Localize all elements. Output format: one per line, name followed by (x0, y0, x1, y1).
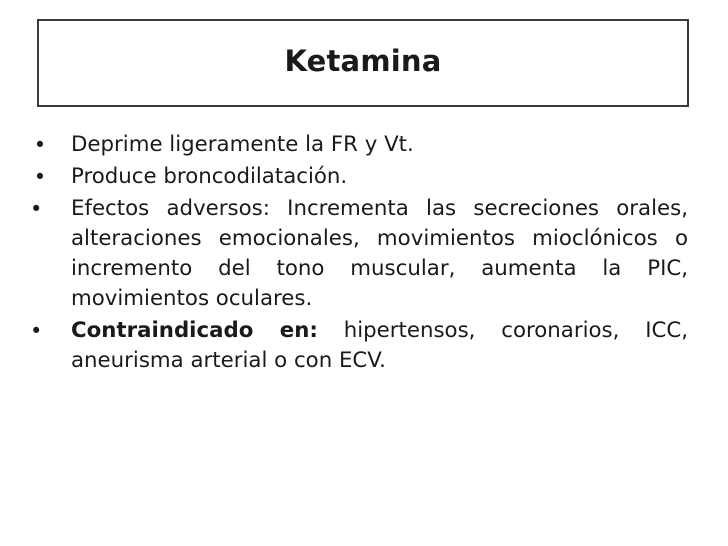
bullet-icon: • (33, 165, 47, 189)
bullet-text: hipertensos, coronarios, ICC, aneurisma arterial o con ECV. (71, 318, 688, 373)
bullet-item-bronchodilation (30, 162, 688, 192)
bullet-item-adverse-effects (30, 194, 688, 314)
title-box (37, 19, 689, 107)
bullet-icon: • (30, 197, 43, 221)
bullet-bold-label: Contraindicado en: (71, 318, 318, 343)
bullet-list (30, 130, 688, 378)
bullet-icon: • (30, 319, 43, 343)
bullet-item-respiratory (30, 130, 688, 160)
bullet-text: Produce broncodilatación. (71, 164, 348, 189)
bullet-text: Deprime ligeramente la FR y Vt. (71, 132, 414, 157)
bullet-text: Efectos adversos: Incrementa las secreciones orales, alteraciones emocionales, movimientos mioclónicos o incremento del tono muscular, aumenta la PIC, movimientos oculares. (71, 196, 688, 311)
slide-title: Ketamina (284, 44, 442, 78)
bullet-icon: • (33, 133, 47, 157)
bullet-item-contraindications (30, 316, 688, 376)
